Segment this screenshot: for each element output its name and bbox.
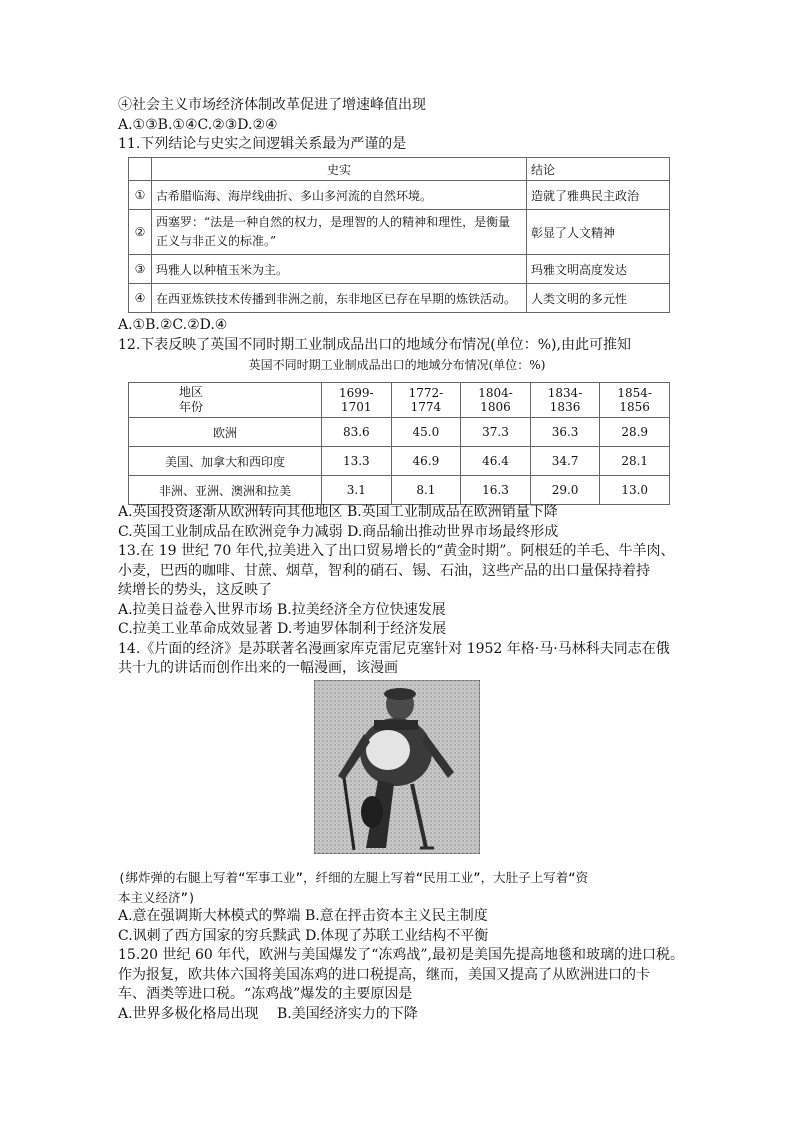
page-top (118, 96, 678, 155)
q14-options-ab: A.意在强调斯大林模式的弊端 B.意在抨击资本主义民主制度 (118, 908, 488, 924)
value-cell: 28.9 (600, 418, 670, 447)
value-cell: 3.1 (322, 476, 392, 505)
q15-line-2: 作为报复，欧共体六国将美国冻鸡的进口税提高，继而，美国又提高了从欧洲进口的卡 (118, 966, 650, 983)
q12-table-caption: 英国不同时期工业制成品出口的地域分布情况(单位：%) (248, 358, 546, 372)
value-cell: 13.3 (322, 447, 392, 476)
region-cell: 欧洲 (129, 418, 322, 447)
q15-line-3: 车、酒类等进口税。“冻鸡战”爆发的主要原因是 (118, 986, 413, 1002)
q13-options-ab: A.拉美日益卷入世界市场 B.拉美经济全方位快速发展 (118, 601, 446, 618)
q15-line-1: 15.20 世纪 60 年代，欧洲与美国爆发了“冻鸡战”,最初是美国先提高地毯和玻璃的进口税。 (118, 947, 685, 963)
q13-options-cd: C.拉美工业革命成效显著 D.考迪罗体制利于经济发展 (118, 621, 447, 637)
q14-options-cd: C.讽刺了西方国家的穷兵黩武 D.体现了苏联工业结构不平衡 (118, 927, 489, 944)
period-header: 1854-1856 (600, 383, 670, 418)
table-row (129, 210, 670, 255)
q11-header-row (129, 158, 670, 181)
value-cell: 46.4 (461, 447, 531, 476)
value-cell: 37.3 (461, 418, 531, 447)
q10-answers: A.①③B.①④C.②③D.②④ (118, 116, 278, 133)
value-cell: 16.3 (461, 476, 531, 505)
q11-stem: 11.下列结论与史实之间逻辑关系最为严谨的是 (118, 136, 407, 152)
q14-note-1: (绑炸弹的右腿上写着“军事工业”，纤细的左腿上写着“民用工业”，大肚子上写着“资 (118, 870, 589, 885)
conclusion-cell: 彰显了人文精神 (527, 210, 670, 255)
q12-options-ab: A.英国投资逐渐从欧洲转向其他地区 B.英国工业制成品在欧洲销量下降 (118, 504, 558, 520)
table-row (129, 255, 670, 284)
q13-line-1: 13.在 19 世纪 70 年代,拉美进入了出口贸易增长的“黄金时期”。阿根廷的羊毛、牛羊肉、 (118, 543, 675, 559)
row-number: ④ (129, 284, 152, 313)
value-cell: 8.1 (391, 476, 461, 505)
value-cell: 83.6 (322, 418, 392, 447)
value-cell: 36.3 (530, 418, 600, 447)
cartoon-image (314, 680, 480, 854)
corner-cell (129, 383, 322, 418)
value-cell: 29.0 (530, 476, 600, 505)
q11-table (128, 157, 670, 313)
row-number: ③ (129, 255, 152, 284)
q12-options-cd: C.英国工业制成品在欧洲竞争力减弱 D.商品输出推动世界市场最终形成 (118, 523, 559, 540)
conclusion-cell: 玛雅文明高度发达 (527, 255, 670, 284)
period-header: 1804-1806 (461, 383, 531, 418)
period-header: 1772-1774 (391, 383, 461, 418)
q11-header-fact: 史实 (152, 158, 527, 181)
fact-cell: 西塞罗：“法是一种自然的权力，是理智的人的精神和理性，是衡量正义与非正义的标准。” (152, 210, 527, 255)
row-number: ② (129, 210, 152, 255)
value-cell: 28.1 (600, 447, 670, 476)
fact-cell: 在西亚炼铁技术传播到非洲之前，东非地区已存在早期的炼铁活动。 (152, 284, 527, 313)
q14-line-1: 14.《片面的经济》是苏联著名漫画家库克雷尼克塞针对 1952 年格·马·马林科夫同志在俄 (118, 640, 670, 657)
q15-options-ab: A.世界多极化格局出现 B.美国经济实力的下降 (118, 1005, 418, 1022)
table-row (129, 447, 670, 476)
q13-line-2: 小麦，巴西的咖啡、甘蔗、烟草，智利的硝石、锡、石油，这些产品的出口量保持着持 (118, 562, 650, 579)
q14-note-2: 本主义经济”) (118, 889, 196, 905)
region-cell: 美国、加拿大和西印度 (129, 447, 322, 476)
value-cell: 34.7 (530, 447, 600, 476)
q10-option-4: ④社会主义市场经济体制改革促进了增速峰值出现 (118, 97, 426, 113)
table-row (129, 181, 670, 210)
fact-cell: 古希腊临海、海岸线曲折、多山多河流的自然环境。 (152, 181, 527, 210)
table-row (129, 476, 670, 505)
value-cell: 13.0 (600, 476, 670, 505)
corner-bottom: 年份 (179, 400, 204, 414)
region-cell: 非洲、亚洲、澳洲和拉美 (129, 476, 322, 505)
q11-answers: A.①B.②C.②D.④ (118, 317, 228, 333)
q12-q14-text (118, 503, 678, 679)
q12-stem: 12.下表反映了英国不同时期工业制成品出口的地域分布情况(单位：%),由此可推知 (118, 336, 631, 353)
q14-q15-text (118, 868, 685, 1024)
corner-top: 地区 (179, 385, 204, 399)
q11-header-conclusion: 结论 (527, 158, 670, 181)
q13-line-3: 续增长的势头，这反映了 (118, 582, 272, 598)
value-cell: 45.0 (391, 418, 461, 447)
fact-cell: 玛雅人以种植玉米为主。 (152, 255, 527, 284)
conclusion-cell: 造就了雅典民主政治 (527, 181, 670, 210)
table-row (129, 418, 670, 447)
q14-line-2: 共十九的讲话而创作出来的一幅漫画，该漫画 (118, 660, 398, 676)
table-row (129, 284, 670, 313)
period-header: 1834-1836 (530, 383, 600, 418)
q12-table (128, 382, 670, 505)
q11-q12-text (118, 316, 678, 355)
period-header: 1699-1701 (322, 383, 392, 418)
q12-header-row (129, 383, 670, 418)
value-cell: 46.9 (391, 447, 461, 476)
row-number: ① (129, 181, 152, 210)
conclusion-cell: 人类文明的多元性 (527, 284, 670, 313)
